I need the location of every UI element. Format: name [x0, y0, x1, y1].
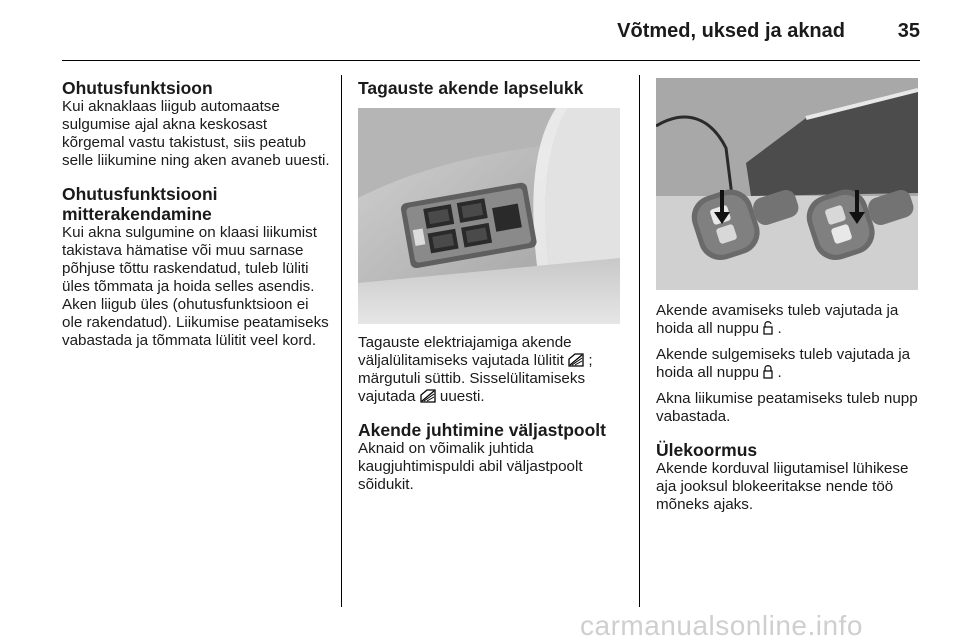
override-paragraph: Kui akna sulgumine on klaasi liikumist takistava hämatise või muu sarnase põhjuse tõttu raskendatud, tuleb lüliti üles tõmmata ja hoida selles asendis. Aken liigub üles (ohutusfunktsioon ei ole rakendatud). Liikumise peatamiseks vabastada ja tõmmata lülitit veel kord. [62, 224, 329, 349]
safety-paragraph: Kui aknaklaas liigub automaatse sulgumise ajal akna keskosast kõrgemal vastu takistust, siis peatub selle liikumine ning aken avaneb uuesti. [62, 98, 330, 169]
close-paragraph [656, 346, 922, 382]
section-heading-remote: Akende juhtimine väljastpoolt [358, 420, 606, 440]
padlock-closed-icon [763, 364, 773, 379]
child-lock-text-c: uuesti. [439, 388, 485, 405]
close-text-b: . [777, 364, 782, 381]
header-divider [62, 60, 920, 61]
watermark-text: carmanualsonline.info [580, 610, 863, 641]
open-text-b: . [777, 320, 782, 337]
close-text-a: Akende sulgemiseks tuleb vajutada ja hoida all nuppu [656, 346, 911, 381]
open-paragraph [656, 302, 922, 338]
column-1 [62, 78, 330, 358]
open-text-a: Akende avamiseks tuleb vajutada ja hoida all nuppu [656, 302, 899, 337]
section-heading-override: Ohutusfunktsiooni mitterakendamine [62, 184, 218, 224]
child-lock-paragraph [358, 334, 624, 406]
stop-paragraph: Akna liikumise peatamiseks tuleb nupp vabastada. [656, 390, 918, 425]
remote-paragraph: Aknaid on võimalik juhtida kaugjuhtimispuldi abil väljastpoolt sõidukit. [358, 440, 583, 493]
page-title: Võtmed, uksed ja aknad [617, 20, 845, 42]
remote-key-illustration [656, 78, 918, 290]
window-child-lock-icon [420, 389, 436, 403]
section-heading-safety: Ohutusfunktsioon [62, 78, 213, 98]
column-3 [656, 78, 922, 522]
door-switch-illustration [358, 108, 620, 324]
column-divider-2 [639, 75, 640, 607]
child-lock-text-b: ; märgutuli süttib. Sisselülitamiseks vajutada [358, 352, 593, 405]
overload-paragraph: Akende korduval liigutamisel lühikese aja jooksul blokeeritakse nende töö mõneks ajaks. [656, 460, 909, 513]
section-heading-child-lock: Tagauste akende lapselukk [358, 78, 584, 98]
window-child-lock-icon [568, 353, 584, 367]
column-2 [358, 78, 624, 502]
page-number: 35 [897, 20, 920, 42]
section-heading-overload: Ülekoormus [656, 440, 758, 460]
padlock-open-icon [763, 320, 773, 335]
child-lock-text-a: Tagauste elektriajamiga akende väljalülitamiseks vajutada lülitit [358, 334, 572, 369]
column-divider-1 [341, 75, 342, 607]
